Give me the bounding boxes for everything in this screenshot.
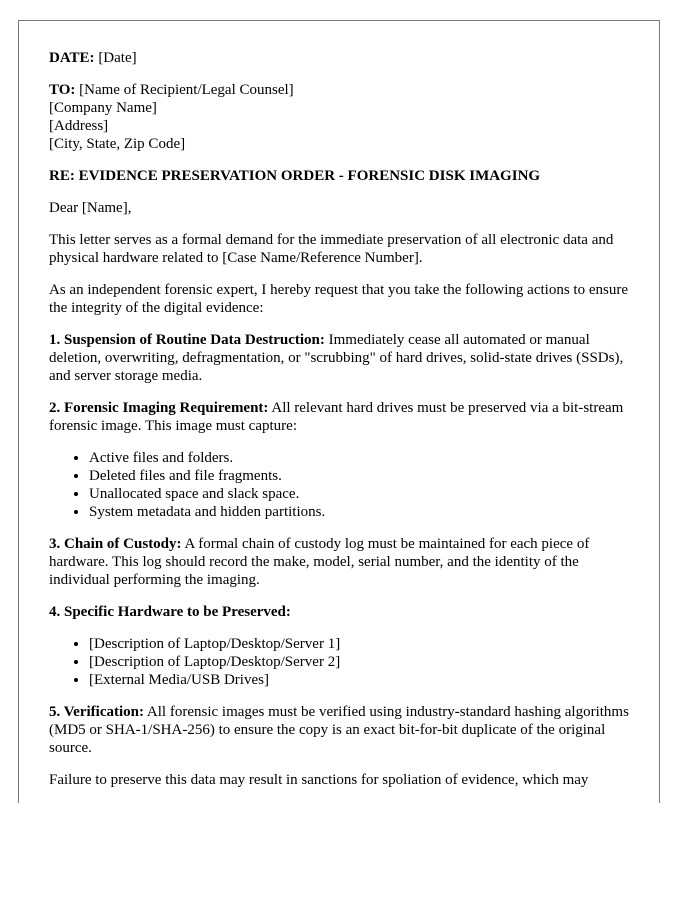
date-label: DATE: [49,50,95,66]
intro-paragraph: This letter serves as a formal demand for the immediate preservation of all electronic data and physical hardware related to [Case Name/Reference Number]. [49,232,614,266]
list-item: • [External Media/USB Drives] [89,671,635,689]
subject-line: RE: EVIDENCE PRESERVATION ORDER - FORENSIC DISK IMAGING [49,168,541,184]
date-value: [Date] [98,50,137,66]
request-paragraph: As an independent forensic expert, I hereby request that you take the following actions to ensure the integrity of the digital evidence: [49,282,628,316]
list-item: • System metadata and hidden partitions. [89,503,635,521]
letter-page [18,20,660,803]
section-1-text: Immediately cease all automated or manual deletion, overwriting, defragmentation, or "scrubbing" of hard drives, solid-state drives (SSDs), and server storage media. [49,332,624,384]
list-item: • Deleted files and file fragments. [89,467,635,485]
list-item: • Active files and folders. [89,449,635,467]
recipient-address: [Address] [49,118,109,134]
to-label: TO: [49,82,76,98]
section-4 [49,603,635,621]
section-2-list [49,449,635,521]
cutoff-paragraph: Failure to preserve this data may result in sanctions for spoliation of evidence, which may [49,772,589,788]
section-5-text: All forensic images must be verified using industry-standard hashing algorithms (MD5 or SHA-1/SHA-256) to ensure the copy is an exact bit-for-bit duplicate of the original source. [49,704,629,756]
date-line [49,49,635,67]
recipient-name: [Name of Recipient/Legal Counsel] [79,82,294,98]
section-4-heading: 4. Specific Hardware to be Preserved: [49,604,291,620]
section-5 [49,703,635,757]
section-1-heading: 1. Suspension of Routine Data Destruction: [49,332,325,348]
salutation: Dear [Name], [49,200,132,216]
section-3-heading: 3. Chain of Custody: [49,536,182,552]
recipient-company: [Company Name] [49,100,157,116]
section-2-heading: 2. Forensic Imaging Requirement: [49,400,269,416]
list-item: • [Description of Laptop/Desktop/Server 2] [89,653,635,671]
recipient-line-1 [49,81,635,99]
section-5-heading: 5. Verification: [49,704,144,720]
section-4-list [49,635,635,689]
section-3 [49,535,635,589]
list-item: • [Description of Laptop/Desktop/Server 1] [89,635,635,653]
section-3-text: A formal chain of custody log must be maintained for each piece of hardware. This log should record the make, model, serial number, and the identity of the individual performing the imaging. [49,536,590,588]
recipient-city-state-zip: [City, State, Zip Code] [49,136,186,152]
section-2-text: All relevant hard drives must be preserved via a bit-stream forensic image. This image must capture: [49,400,624,434]
section-2 [49,399,635,435]
recipient-block [49,81,635,153]
section-1 [49,331,635,385]
letter-content [49,49,635,803]
list-item: • Unallocated space and slack space. [89,485,635,503]
